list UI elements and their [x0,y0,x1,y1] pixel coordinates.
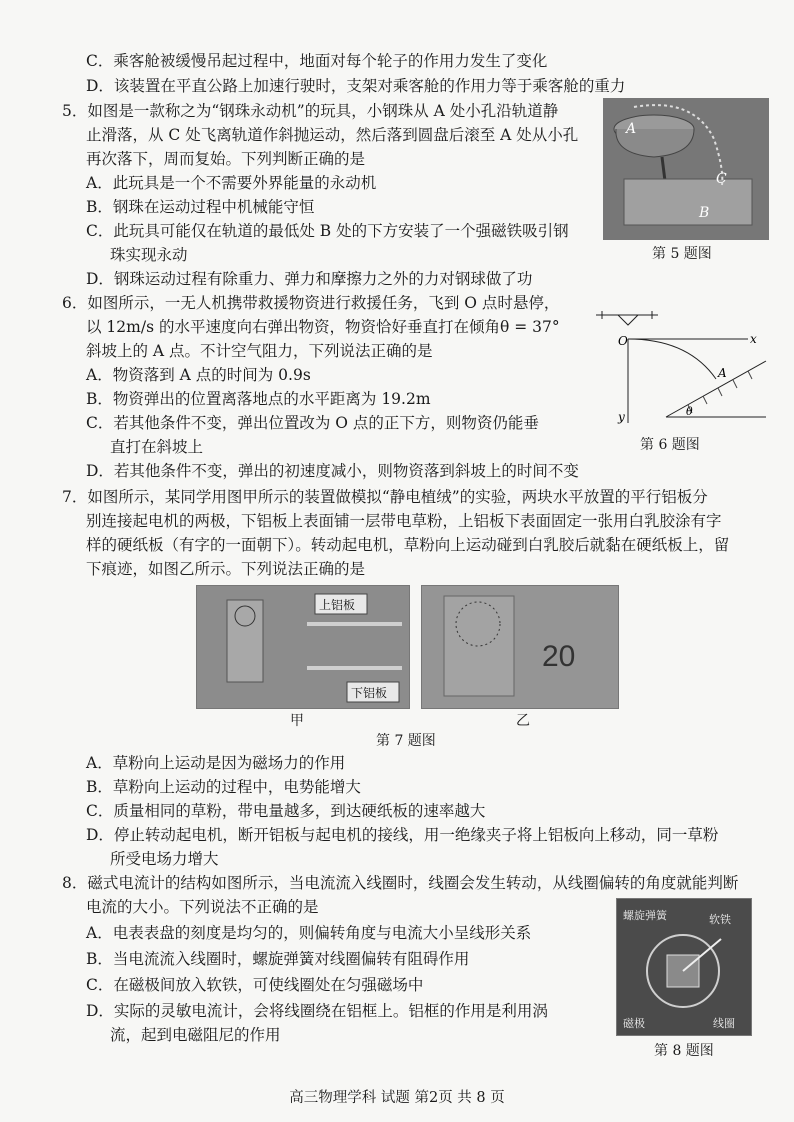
q7-stem-1: 7．如图所示，某同学用图甲所示的装置做模拟“静电植绒”的实验，两块水平放置的平行铝板分 [62,488,708,506]
q8-option-d-line2: 流，起到电磁阻尼的作用 [110,1026,281,1044]
q8-option-d-line1: D．实际的灵敏电流计，会将线圈绕在铝框上。铝框的作用是利用涡 [86,1002,548,1020]
q7-stem-3: 样的硬纸板（有字的一面朝下）。转动起电机，草粉向上运动碰到白乳胶后就黏在硬纸板上，留 [86,536,730,554]
q5-stem-1: 5．如图是一款称之为“钢珠永动机”的玩具，小钢珠从 A 处小孔沿轨道静 [62,102,559,120]
q6-stem-2: 以 12m/s 的水平速度向右弹出物资，物资恰好垂直打在倾角θ = 37° [86,318,560,336]
spring-label: 螺旋弹簧 [623,909,667,922]
q5-stem-2: 止滑落，从 C 处飞离轨道作斜抛运动，然后落到圆盘后滚至 A 处从小孔 [86,126,579,144]
q5-label-c: C [716,171,727,187]
q6-label-o: O [618,334,628,348]
q6-option-c-line2: 直打在斜坡上 [110,438,204,456]
q6-option-a: A．物资落到 A 点的时间为 0.9s [86,366,311,384]
q7-option-d-line2: 所受电场力增大 [110,850,219,868]
q6-stem-1: 6．如图所示，一无人机携带救援物资进行救援任务，飞到 O 点时悬停， [62,294,560,312]
coil-label: 线圈 [713,1017,735,1030]
q7-label-jia: 甲 [290,713,304,729]
q6-option-d: D．若其他条件不变，弹出的初速度减小，则物资落到斜坡上的时间不变 [86,462,579,480]
q7-option-b: B．草粉向上运动的过程中，电势能增大 [86,778,361,796]
pole-label: 磁极 [623,1017,645,1030]
q7-label-20: 20 [542,640,576,673]
q5-option-b: B．钢珠在运动过程中机械能守恒 [86,198,315,216]
q7-stem-4: 下痕迹，如图乙所示。下列说法正确的是 [86,560,366,578]
q8-option-a: A．电表表盘的刻度是均匀的，则偏转角度与电流大小呈线形关系 [86,924,532,942]
q4-option-c: C．乘客舱被缓慢吊起过程中，地面对每个轮子的作用力发生了变化 [86,52,548,70]
trajectory [628,339,716,379]
slope [666,361,766,417]
q6-option-c-line1: C．若其他条件不变，弹出位置改为 O 点的正下方，则物资仍能垂 [86,414,539,432]
page-footer: 高三物理学科 试题 第2页 共 8 页 [289,1090,505,1106]
q8-option-b: B．当电流流入线圈时，螺旋弹簧对线圈偏转有阻碍作用 [86,950,470,968]
q5-figure-photo [603,98,769,240]
q6-label-y: y [618,410,625,424]
q6-label-a: A [718,366,727,380]
q8-stem-2: 电流的大小。下列说法不正确的是 [86,898,319,916]
iron-label: 软铁 [709,913,731,926]
q5-option-c-line2: 珠实现永动 [110,246,188,264]
q7-stem-2: 别连接起电机的两极，下铝板上表面铺一层带电草粉，上铝板下表面固定一张用白乳胶涂有字 [86,512,722,530]
q8-stem-1: 8．磁式电流计的结构如图所示，当电流流入线圈时，线圈会发生转动，从线圈偏转的角度就能判断 [62,874,739,892]
q8-caption: 第 8 题图 [654,1043,714,1059]
q6-label-x: x [750,332,757,346]
lower-plate-label: 下铝板 [351,686,388,700]
q7-figure-yi-photo [421,585,619,709]
q5-option-d: D．钢珠运动过程有除重力、弹力和摩擦力之外的力对钢球做了功 [86,270,533,288]
q7-option-a: A．草粉向上运动是因为磁场力的作用 [86,754,346,772]
q5-option-c-line1: C．此玩具可能仅在轨道的最低处 B 处的下方安装了一个强磁铁吸引钢 [86,222,569,240]
q6-diagram [588,305,768,430]
upper-plate-label: 上铝板 [319,598,356,612]
q8-figure-photo [616,898,752,1036]
q5-label-b: B [699,205,710,221]
q6-caption: 第 6 题图 [640,437,700,453]
q7-option-c: C．质量相同的草粉，带电量越多，到达硬纸板的速率越大 [86,802,486,820]
q5-stem-3: 再次落下，周而复始。下列判断正确的是 [86,150,366,168]
q7-option-d-line1: D．停止转动起电机，断开铝板与起电机的接线，用一绝缘夹子将上铝板向上移动，同一草粉 [86,826,719,844]
q7-figure-jia-photo [196,585,410,709]
q5-label-a: A [626,121,637,137]
q7-label-yi: 乙 [516,713,530,729]
drone-icon [596,311,658,325]
q5-option-a: A．此玩具是一个不需要外界能量的永动机 [86,174,377,192]
q8-option-c: C．在磁极间放入软铁，可使线圈处在匀强磁场中 [86,976,424,994]
q5-caption: 第 5 题图 [652,246,712,262]
q6-option-b: B．物资弹出的位置离落地点的水平距离为 19.2m [86,390,431,408]
q6-stem-3: 斜坡上的 A 点。不计空气阻力，下列说法正确的是 [86,342,433,360]
q7-caption: 第 7 题图 [376,733,436,749]
q4-option-d: D．该装置在平直公路上加速行驶时，支架对乘客舱的作用力等于乘客舱的重力 [86,77,626,95]
q6-label-theta: θ [686,405,693,418]
